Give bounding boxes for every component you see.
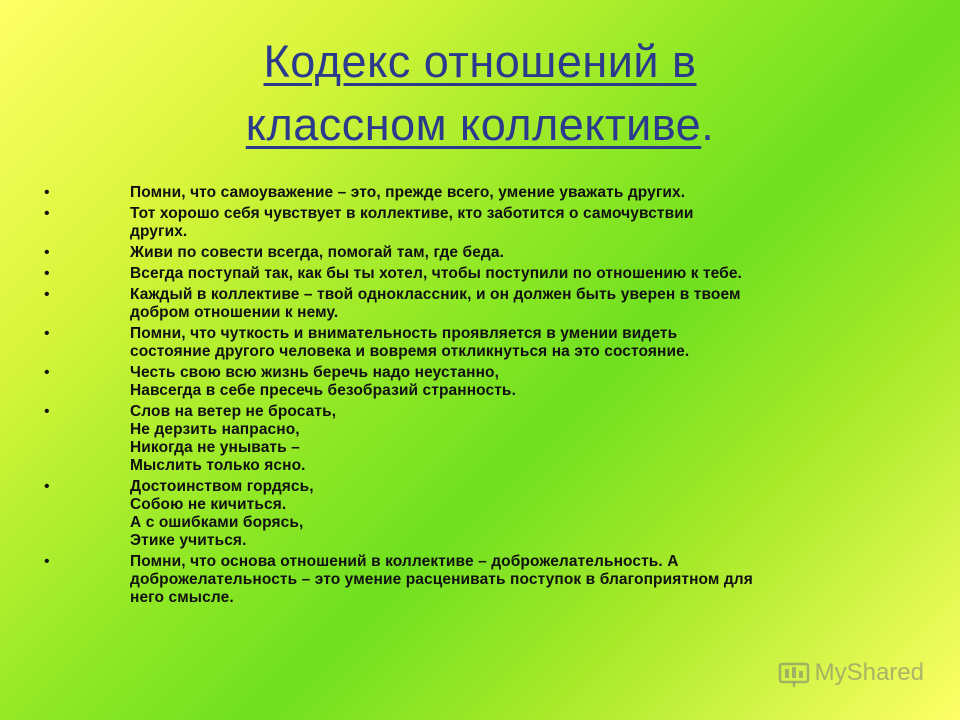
myshared-logo-icon [777, 658, 811, 688]
rule-item-4 [0, 265, 960, 283]
bullet-icon: • [44, 364, 50, 381]
rule-item-10 [0, 553, 960, 607]
watermark [777, 658, 924, 688]
title-line-1-text: Кодекс отношений в [263, 36, 697, 87]
rule-text: Всегда поступай так, как бы ты хотел, чтобы поступили по отношению к тебе. [130, 265, 742, 282]
slide-title [0, 30, 960, 156]
bullet-icon: • [44, 553, 50, 570]
rule-item-3 [0, 244, 960, 262]
bullet-icon: • [44, 184, 50, 201]
bullet-icon: • [44, 286, 50, 303]
bullet-icon: • [44, 244, 50, 261]
bullet-icon: • [44, 403, 50, 420]
rule-text: Тот хорошо себя чувствует в коллективе, кто заботится о самочувствии других. [130, 205, 694, 240]
rule-item-2 [0, 205, 960, 241]
rule-item-9 [0, 478, 960, 550]
rule-text: Каждый в коллективе – твой одноклассник, и он должен быть уверен в твоем добром отношении к нему. [130, 286, 741, 321]
title-line-2-text: классном коллективе [245, 99, 702, 150]
rule-item-6 [0, 325, 960, 361]
rules-list [0, 184, 960, 610]
bullet-icon: • [44, 325, 50, 342]
rule-text: Честь свою всю жизнь беречь надо неустанно, Навсегда в себе пресечь безобразий странность. [130, 364, 516, 399]
bullet-icon: • [44, 478, 50, 495]
rule-item-1 [0, 184, 960, 202]
rule-text: Живи по совести всегда, помогай там, где беда. [130, 244, 504, 261]
rule-item-8 [0, 403, 960, 475]
rule-item-5 [0, 286, 960, 322]
bullet-icon: • [44, 265, 50, 282]
rule-item-7 [0, 364, 960, 400]
title-period: . [701, 99, 715, 150]
rule-text: Помни, что самоуважение – это, прежде всего, умение уважать других. [130, 184, 686, 201]
rule-text: Слов на ветер не бросать, Не дерзить напрасно, Никогда не унывать – Мыслить только ясно. [130, 403, 337, 474]
rule-text: Помни, что основа отношений в коллективе – доброжелательность. А доброжелательность – это умение расценивать поступок в благоприятном для него смысле. [130, 553, 753, 606]
title-line-1 [0, 30, 960, 93]
rule-text: Достоинством гордясь, Собою не кичиться. А с ошибками борясь, Этике учиться. [130, 478, 314, 549]
title-line-2 [0, 93, 960, 156]
bullet-icon: • [44, 205, 50, 222]
rule-text: Помни, что чуткость и внимательность проявляется в умении видеть состояние другого человека и вовремя откликнуться на это состояние. [130, 325, 690, 360]
watermark-text: MyShared [814, 659, 924, 686]
